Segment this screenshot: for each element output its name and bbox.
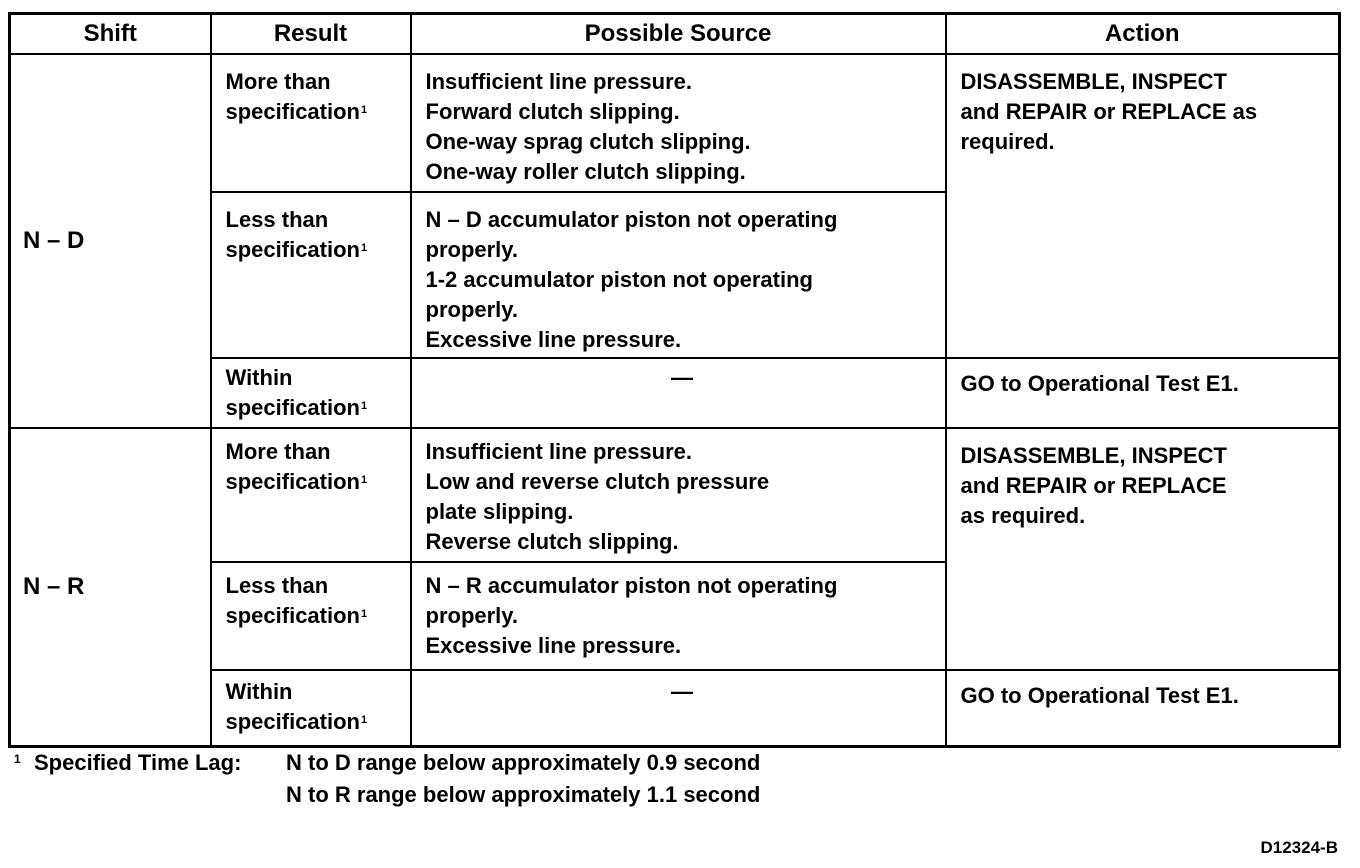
shift-cell: N – R bbox=[10, 428, 211, 746]
header-shift: Shift bbox=[10, 14, 211, 55]
result-cell: Less than specification$^1$ bbox=[211, 562, 411, 670]
source-cell: — bbox=[411, 670, 946, 746]
source-cell: N – R accumulator piston not operating properly. Excessive line pressure. bbox=[411, 562, 946, 670]
header-result: Result bbox=[211, 14, 411, 55]
figure-id: D12324-B bbox=[1260, 838, 1338, 857]
table-row bbox=[10, 54, 1340, 192]
header-action: Action bbox=[946, 14, 1340, 55]
shift-cell: N – D bbox=[10, 54, 211, 428]
source-cell: Insufficient line pressure. Forward clutch slipping. One-way sprag clutch slipping. One-way roller clutch slipping. bbox=[411, 54, 946, 192]
header-row bbox=[10, 14, 1340, 55]
result-cell: Less than specification$^1$ bbox=[211, 192, 411, 358]
action-cell: GO to Operational Test E1. bbox=[946, 358, 1340, 428]
action-cell: DISASSEMBLE, INSPECT and REPAIR or REPLACE as required. bbox=[946, 428, 1340, 670]
footnote-mark: 1 bbox=[14, 752, 21, 766]
result-cell: More than specification$^1$ bbox=[211, 54, 411, 192]
footnote-label: Specified Time Lag: bbox=[34, 750, 242, 775]
diagnosis-table bbox=[8, 12, 1341, 748]
source-cell: — bbox=[411, 358, 946, 428]
footnote-line-2: N to R range below approximately 1.1 second bbox=[286, 782, 761, 807]
source-cell: Insufficient line pressure. Low and reverse clutch pressure plate slipping. Reverse clutch slipping. bbox=[411, 428, 946, 562]
header-source: Possible Source bbox=[411, 14, 946, 55]
result-cell: Within specification$^1$ bbox=[211, 358, 411, 428]
action-cell: GO to Operational Test E1. bbox=[946, 670, 1340, 746]
action-cell: DISASSEMBLE, INSPECT and REPAIR or REPLACE as required. bbox=[946, 54, 1340, 358]
table-row bbox=[10, 428, 1340, 562]
source-cell: N – D accumulator piston not operating properly. 1-2 accumulator piston not operating properly. Excessive line pressure. bbox=[411, 192, 946, 358]
result-cell: More than specification$^1$ bbox=[211, 428, 411, 562]
result-cell: Within specification$^1$ bbox=[211, 670, 411, 746]
footnote-line-1: N to D range below approximately 0.9 second bbox=[286, 750, 761, 775]
